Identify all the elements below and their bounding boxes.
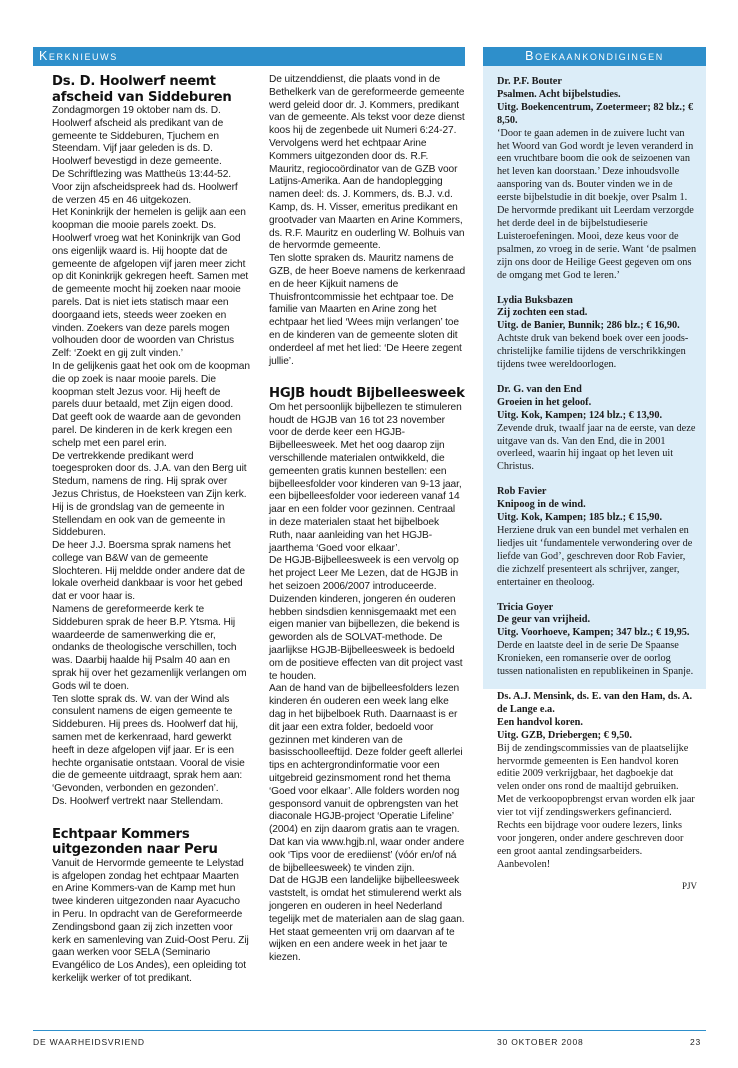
book-title: Groeien in het geloof. xyxy=(497,396,592,408)
book-title: Psalmen. Acht bijbelstudies. xyxy=(497,88,621,100)
article-paragraph: Aan de hand van de bijbelleesfolders lezen kinderen én ouderen een week lang elke dag in het bijbelboek Ruth. Daarnaast is er dit jaar een extra folder, bedoeld voor gezinnen met kinderen van de basisschoolleeftijd. Deze folder geeft allerlei tips en achtergrondinformatie voor een uitgebreid gezinsmoment rond het thema ‘Goed voor elkaar’. Alle folders worden nog gesponsord vanuit de opbrengsten van het diaconale HGJB-project ‘Operatie Lifeline’ (2004) en zijn daarom gratis aan te vragen. Dat kan via www.hgjb.nl, waar onder andere ook ‘Tips voor de erediienst’ (vóór en/of ná de bijbelleesweek) te vinden zijn. xyxy=(269,683,465,874)
reviewer-signature: PJV xyxy=(681,880,697,891)
book-title: De geur van vrijheid. xyxy=(497,614,591,626)
book-publisher: Uitg. de Banier, Bunnik; 286 blz.; € 16,90. xyxy=(497,320,680,332)
article-paragraph: Namens de gereformeerde kerk te Siddeburen sprak de heer B.P. Ytsma. Hij waardeerde de samenwerking die er, ondanks de theologische verschillen, toch was. Daarbij haalde hij Psalm 40 aan en sprak hij over het gezamenlijk verlangen om Gods wil te doen. xyxy=(52,604,247,692)
book-list xyxy=(497,76,697,893)
book-review: Derde en laatste deel in de serie De Spaanse Kronieken, een romanserie over de oorlog tussen nationalisten en republikeinen in Spanje. xyxy=(497,640,694,678)
book-title: Zij zochten een stad. xyxy=(497,307,588,319)
article-paragraph: Vanuit de Hervormde gemeente te Lelystad is afgelopen zondag het echtpaar Maarten en Arine Kommers-van de Kamp met hun twee kinderen uitgezonden naar Ayacucho in Peru. In opdracht van de Gereformeerde Zendingsbond gaan zij zich inzetten voor kerk en samenleving van Zuid-Oost Peru. Zij gaan werken voor SELA (Seminario Evangélico de Los Andes), een opleiding tot kerkelijk werker of tot predikant. xyxy=(52,857,249,984)
article-paragraph: Ten slotte spraken ds. Mauritz namens de GZB, de heer Boeve namens de kerkenraad en de heer Kijkuit namens de Thuisfrontcommissie het echtpaar toe. De familie van Maarten en Arine zong het echtpaar het lied ‘Wees mijn verlangen’ toe en de kinderen van de gemeente sloten dit onderdeel af met het lied: ‘De Heere zegent jullie’. xyxy=(269,253,466,367)
book-title: Een handvol koren. xyxy=(497,716,583,728)
footer-publication: DE WAARHEIDSVRIEND xyxy=(33,1037,145,1047)
book-review: Bij de zendingscommissies van de plaatselijke hervormde gemeenten is Een handvol koren editie 2009 verkrijgbaar, het dagboekje dat velen onder ons rond de maaltijd gebruiken. Met de verkoopopbrengst ervan worden elk jaar vier tot vijf zendingswerkers gefinancierd. Rechts een bijdrage voor oudere lezers, links voor jongeren, onder andere geschreven door een groot aantal zendingsarbeiders. Aanbevolen! xyxy=(497,742,695,870)
footer-divider xyxy=(33,1030,706,1031)
book-publisher: Uitg. GZB, Driebergen; € 9,50. xyxy=(497,729,632,741)
article-kommers-continued xyxy=(269,74,465,368)
book-review: ‘Door te gaan ademen in de zuivere lucht van het Woord van God wordt je leven veranderd in een vruchtbare boom die ook de seizoenen van het leven kan doorstaan.’ Deze inhoudsvolle aansporing van ds. Bouter vinden we in de eerste bijbelstudie in dit boekje, over Psalm 1. De hervormde predikant uit Leerdam verzorgde het derde deel in de bijbelstudieserie Luisteroefeningen. Mooi, deze keus voor de psalmen, zo vroeg in de serie. Want ‘de psalmen zijn ons door de Heilige Geest gegeven om ons de omgang met God te leren.’ xyxy=(497,127,697,281)
book-author: Dr. G. van den End xyxy=(497,383,582,395)
article-paragraph: Vervolgens werd het echtpaar Arine Kommers uitgezonden door ds. R.F. Mauritz, regiocoördinator van de GZB voor Latijns-Amerika. Aan de handoplegging namen deel: ds. J. Kommers, ds. B.J. v.d. Kamp, ds. H. Visser, emeritus predikant en grootvader van Maarten en Arine Kommers, ds. R.F. Mauritz en ouderling W. Bolhuis van de hervormde gemeente. xyxy=(269,137,465,252)
book-entry xyxy=(497,76,697,283)
article-hgjb xyxy=(269,386,465,965)
book-author: Rob Favier xyxy=(497,486,547,498)
footer-date: 30 OKTOBER 2008 xyxy=(497,1037,584,1047)
footer-page-number: 23 xyxy=(690,1037,702,1047)
article-paragraph: De HGJB-Bijbelleesweek is een vervolg op het project Leer Me Lezen, dat de HGJB in het seizoen 2006/2007 introduceerde. Duizenden kinderen, jongeren én ouderen hebben sindsdien kennisgemaakt met een eigen manier van bijbellezen, die bekend is geworden als de SOLVAT-methode. De jaarlijkse HGJB-Bijbelleesweek is bedoeld om de positieve effecten van dit project vast te houden. xyxy=(269,555,463,682)
book-author: Tricia Goyer xyxy=(497,601,554,613)
article-paragraph: Om het persoonlijk bijbellezen te stimuleren houdt de HGJB van 16 tot 23 november voor de derde keer een HGJB-Bijbelleesweek. Met het oog daarop zijn verschillende materialen ontwikkeld, die gemeenten gratis kunnen bestellen: een bijbelleesfolder voor kinderen van 9-13 jaar, een bijbelleesfolder voor iedereen vanaf 14 jaar en een folder voor gezinnen. Centraal in deze materialen staat het bijbelboek Ruth, naar aanleiding van het HGJB-jaarthema ‘Goed voor elkaar’. xyxy=(269,401,462,554)
book-entry xyxy=(497,691,697,872)
article-paragraph: Dat de HGJB een landelijke bijbelleesweek vaststelt, is omdat het stimulerend werkt als jongeren en ouderen in heel Nederland tegelijk met de materialen aan de slag gaan. Het staat gemeenten vrij om daarvan af te wijken en een andere week in het jaar te kiezen. xyxy=(269,875,465,964)
book-review: Zevende druk, twaalf jaar na de eerste, van deze uitgave van ds. Van den End, die in 2001 overleed, waarin hij ingaat op het leven uit Christus. xyxy=(497,422,696,473)
article-title: HGJB houdt Bijbelleesweek xyxy=(269,386,465,402)
book-author: Lydia Buksbazen xyxy=(497,294,573,306)
book-review: Achtste druk van bekend boek over een joods-christelijke familie tijdens de verschrikkingen tijdens twee wereldoorlogen. xyxy=(497,333,689,371)
article-paragraph: Ds. Hoolwerf vertrekt naar Stellendam. xyxy=(52,796,224,808)
book-entry xyxy=(497,486,697,589)
article-paragraph: Zondagmorgen 19 oktober nam ds. D. Hoolwerf afscheid als predikant van de gemeente te Siddeburen, Tjuchem en Steendam. Vijf jaar geleden is ds. D. Hoolwerf bevestigd in deze gemeente. xyxy=(52,105,224,168)
article-paragraph: De vertrekkende predikant werd toegesproken door ds. J.A. van den Berg uit Stedum, namens de ring. Hij sprak over Jezus Christus, de Hoeksteen van Zijn kerk. Hij is de grondslag van de gemeente in Stellendam en ook van de gemeente in Siddeburen. xyxy=(52,450,247,539)
book-publisher: Uitg. Voorhoeve, Kampen; 347 blz.; € 19,95. xyxy=(497,627,690,639)
book-entry xyxy=(497,384,697,474)
book-author: Ds. A.J. Mensink, ds. E. van den Ham, ds. A. de Lange e.a. xyxy=(497,690,693,715)
article-title: Ds. D. Hoolwerf neemt afscheid van Siddeburen xyxy=(52,74,232,105)
book-title: Knipoog in de wind. xyxy=(497,499,586,511)
book-entry xyxy=(497,295,697,372)
section-header-boekaankondigingen: Boekaankondigingen xyxy=(483,47,706,66)
article-paragraph: De heer J.J. Boersma sprak namens het college van B&W van de gemeente Slochteren. Hij meldde onder andere dat de lokale overheid dankbaar is voor het gebed dat er voor haar is. xyxy=(52,540,245,603)
article-kommers xyxy=(52,827,250,986)
article-paragraph: De uitzenddienst, die plaats vond in de Bethelkerk van de gereformeerde gemeente werd geleid door dr. J. Kommers, predikant van de gemeente. Als tekst voor deze dienst koos hij de zegenbede uit Numeri 6:24-27. xyxy=(269,74,465,137)
section-header-kerknieuws: Kerknieuws xyxy=(33,47,465,66)
article-title: Echtpaar Kommers uitgezonden naar Peru xyxy=(52,826,218,858)
article-paragraph: Ten slotte sprak ds. W. van der Wind als consulent namens de eigen gemeente te Siddeburen. Hij prees ds. Hoolwerf dat hij, samen met de kerkenraad, hard gewerkt heeft in deze afgelopen vijf jaar. Er is een hechte organisatie ontstaan. Vooral de visie die de gemeente uitdraagt, sprak hem aan: ‘Gevonden, verbonden en gezonden’. xyxy=(52,693,245,795)
book-publisher: Uitg. Kok, Kampen; 185 blz.; € 15,90. xyxy=(497,512,663,524)
book-author: Dr. P.F. Bouter xyxy=(497,76,562,87)
article-paragraph: In de gelijkenis gaat het ook om de koopman die op zoek is naar mooie parels. Die koopman stelt Jezus voor. Hij heeft de parels duur betaald, met Zijn eigen dood. Dat geeft ook de waarde aan de gevonden parel. De kinderen in de kerk kregen een schelp met een parel erin. xyxy=(52,360,250,449)
news-column-1 xyxy=(52,74,250,1004)
news-column-2 xyxy=(269,74,465,983)
book-announcements-panel xyxy=(483,66,706,891)
book-publisher: Uitg. Kok, Kampen; 124 blz.; € 13,90. xyxy=(497,409,663,421)
book-review: Herziene druk van een bundel met verhalen en liedjes uit ‘fundamentele verwondering over de liefde van God’, geschreven door Rob Favier, die zichzelf presenteert als schrijver, zanger, entertainer en theoloog. xyxy=(497,525,693,588)
book-publisher: Uitg. Boekencentrum, Zoetermeer; 82 blz.; € 8,50. xyxy=(497,101,694,126)
book-entry xyxy=(497,602,697,679)
article-paragraph: Het Koninkrijk der hemelen is gelijk aan een koopman die mooie parels zoekt. Ds. Hoolwerf vroeg wat het Koninkrijk van God ons eigenlijk waard is. Hij hoopte dat de gemeente de afgelopen vijf jaren meer zicht op dit Koninkrijk gekregen heeft. Samen met de gemeente mocht hij zoeken naar mooie parels. Dat is niet iets statisch maar een doorgaand iets, steeds weer zoeken en vinden. Zoekers van deze parels mogen volhouden door de woorden van Christus Zelf: ‘Zoekt en gij zult vinden.’ xyxy=(52,207,249,360)
article-paragraph: De Schriftlezing was Mattheüs 13:44-52. Voor zijn afscheidspreek had ds. Hoolwerf de verzen 45 en 46 uitgekozen. xyxy=(52,168,238,206)
article-hoolwerf xyxy=(52,74,250,809)
